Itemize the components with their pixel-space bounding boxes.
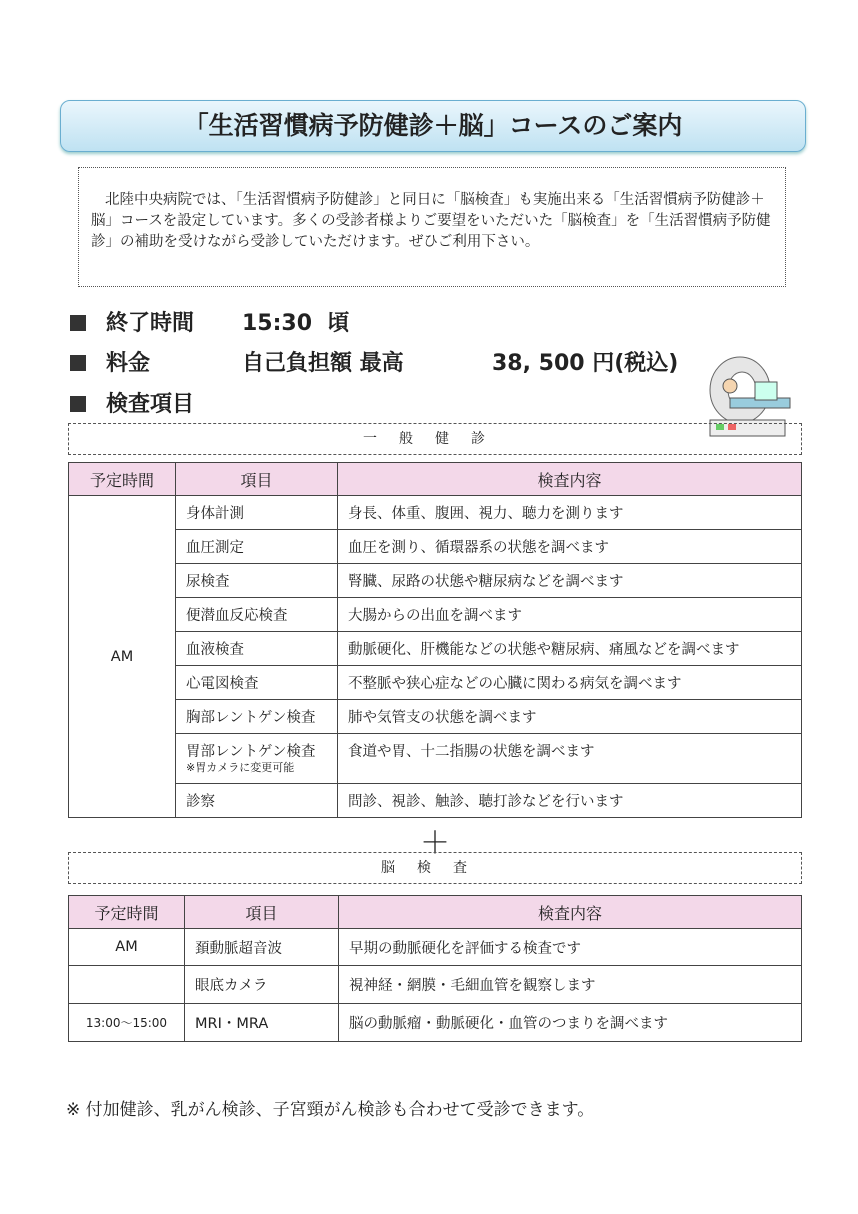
header-content: 検査内容 xyxy=(338,463,802,496)
items-heading-text: 検査項目 xyxy=(106,392,195,417)
intro-box xyxy=(78,167,786,287)
content-cell: 肺や気管支の状態を調べます xyxy=(338,700,802,734)
content-cell: 身長、体重、腹囲、視力、聴力を測ります xyxy=(338,496,802,530)
content-cell: 大腸からの出血を調べます xyxy=(338,598,802,632)
content-cell: 食道や胃、十二指腸の状態を調べます xyxy=(338,734,802,784)
table-row xyxy=(69,784,802,818)
brain-checkup-table xyxy=(68,895,802,1042)
brain-checkup-banner: 脳検査 xyxy=(68,852,802,884)
footnote: ※ 付加健診、乳がん検診、子宮頸がん検診も合わせて受診できます。 xyxy=(66,1100,595,1120)
content-cell: 動脈硬化、肝機能などの状態や糖尿病、痛風などを調べます xyxy=(338,632,802,666)
item-cell: 診察 xyxy=(176,784,338,818)
time-cell: AM xyxy=(69,929,185,966)
square-bullet-icon xyxy=(70,396,86,412)
header-item: 項目 xyxy=(176,463,338,496)
fee-desc: 自己負担額 最高 xyxy=(242,351,404,376)
content-cell: 脳の動脈瘤・動脈硬化・血管のつまりを調べます xyxy=(339,1004,802,1042)
end-time-label: 終了時間 xyxy=(106,311,195,336)
header-time: 予定時間 xyxy=(69,463,176,496)
item-cell: 尿検査 xyxy=(176,564,338,598)
items-heading xyxy=(70,387,194,418)
table-row xyxy=(69,530,802,564)
intro-text: 北陸中央病院では、「生活習慣病予防健診」と同日に「脳検査」も実施出来る「生活習慣病予防健診＋脳」コースを設定しています。多くの受診者様よりご要望をいただいた「脳検査」を「生活習慣病予防健診」の補助を受けながら受診していただけます。ぜひご利用下さい。 xyxy=(91,192,771,250)
item-cell: 心電図検査 xyxy=(176,666,338,700)
content-cell: 問診、視診、触診、聴打診などを行います xyxy=(338,784,802,818)
content-cell: 腎臓、尿路の状態や糖尿病などを調べます xyxy=(338,564,802,598)
item-cell: 血圧測定 xyxy=(176,530,338,564)
table-row xyxy=(69,632,802,666)
table-row xyxy=(69,929,802,966)
fee-unit: 円(税込) xyxy=(592,351,679,376)
end-time-value: 15:30 xyxy=(242,311,313,336)
table-header-row xyxy=(69,896,802,929)
fee-amount: 38, 500 xyxy=(492,351,585,376)
item-cell: 頚動脈超音波 xyxy=(185,929,339,966)
time-cell xyxy=(69,966,185,1004)
table-row xyxy=(69,666,802,700)
time-cell: AM xyxy=(69,496,176,818)
general-checkup-banner: 一般健診 xyxy=(68,423,802,455)
table-row xyxy=(69,966,802,1004)
table-row xyxy=(69,734,802,784)
item-cell: 血液検査 xyxy=(176,632,338,666)
plus-sign: ＋ xyxy=(420,826,450,861)
header-content: 検査内容 xyxy=(339,896,802,929)
table-row xyxy=(69,564,802,598)
item-cell: MRI・MRA xyxy=(185,1004,339,1042)
end-time-row xyxy=(70,306,349,337)
table-row xyxy=(69,598,802,632)
content-cell: 早期の動脈硬化を評価する検査です xyxy=(339,929,802,966)
table-row xyxy=(69,700,802,734)
item-cell: 身体計測 xyxy=(176,496,338,530)
general-checkup-table xyxy=(68,462,802,818)
end-time-suffix: 頃 xyxy=(327,311,350,336)
header-item: 項目 xyxy=(185,896,339,929)
content-cell: 視神経・網膜・毛細血管を観察します xyxy=(339,966,802,1004)
table-row xyxy=(69,496,802,530)
square-bullet-icon xyxy=(70,315,86,331)
item-cell: 便潜血反応検査 xyxy=(176,598,338,632)
item-cell xyxy=(176,734,338,784)
item-cell: 眼底カメラ xyxy=(185,966,339,1004)
item-note: ※胃カメラに変更可能 xyxy=(186,761,295,774)
item-cell: 胸部レントゲン検査 xyxy=(176,700,338,734)
page-title: 「生活習慣病予防健診＋脳」コースのご案内 xyxy=(60,100,806,152)
table-row xyxy=(69,1004,802,1042)
content-cell: 血圧を測り、循環器系の状態を調べます xyxy=(338,530,802,564)
fee-label: 料金 xyxy=(106,351,151,376)
fee-row xyxy=(70,346,678,377)
time-cell: 13:00～15:00 xyxy=(69,1004,185,1042)
square-bullet-icon xyxy=(70,355,86,371)
header-time: 予定時間 xyxy=(69,896,185,929)
item-text: 胃部レントゲン検査 xyxy=(186,744,316,760)
table-header-row xyxy=(69,463,802,496)
content-cell: 不整脈や狭心症などの心臓に関わる病気を調べます xyxy=(338,666,802,700)
